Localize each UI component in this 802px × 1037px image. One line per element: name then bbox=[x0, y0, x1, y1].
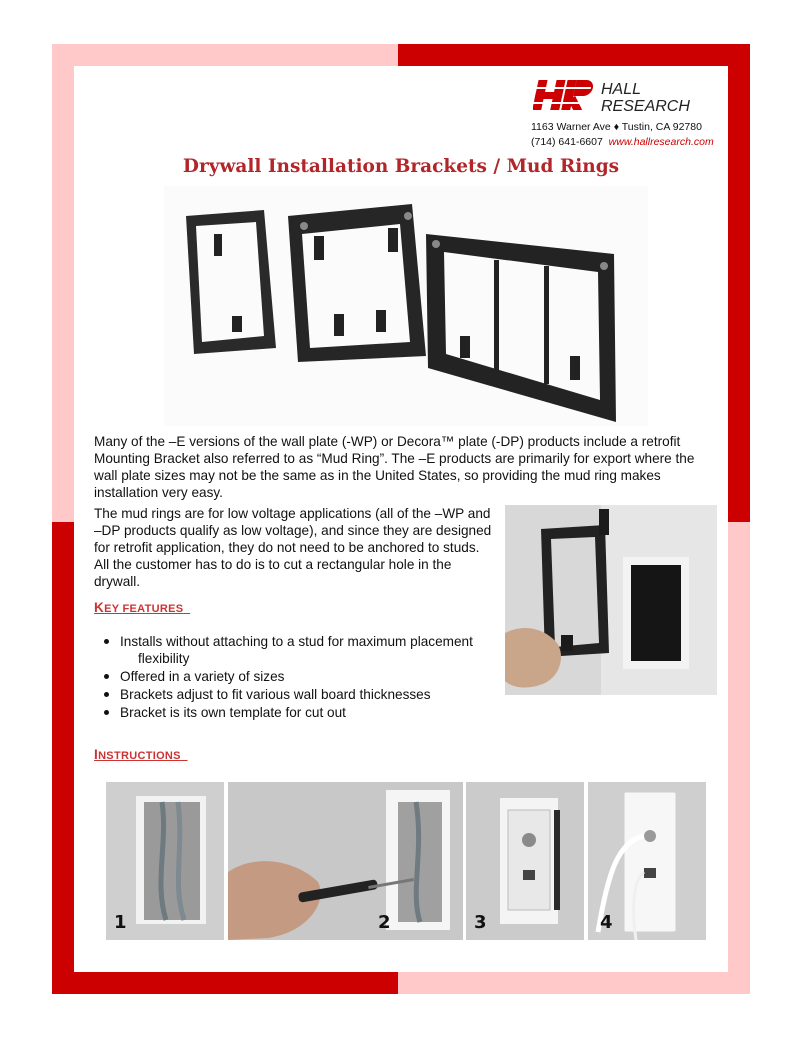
step-4-photo bbox=[588, 782, 706, 940]
step-2-label: 2 bbox=[378, 912, 391, 933]
hall-research-logo bbox=[533, 78, 718, 114]
phone-number: (714) 641-6607 bbox=[531, 136, 603, 148]
key-features-list bbox=[100, 633, 480, 722]
intro-paragraph: Many of the –E versions of the wall plate (-WP) or Decora™ plate (-DP) products include a retrofit Mounting Bracket also referred to as “Mud Ring”. The –E products are primarily for export where the wall plate sizes may not be the same as in the United States, so providing the mud ring makes installation very easy. bbox=[94, 434, 695, 500]
frame-bottom-left bbox=[52, 972, 398, 994]
feature-item: Installs without attaching to a stud for maximum placement flexibility bbox=[100, 633, 480, 667]
mud-ring-brackets-photo bbox=[164, 186, 648, 426]
frame-top-left bbox=[52, 44, 398, 66]
mud-ring-paragraph: The mud rings are for low voltage applications (all of the –WP and –DP products qualify as low voltage), and since they are designed for retrofit application, they do not need to be anchored to studs. All the customer has to do is to cut a rectangular hole in the drywall. bbox=[94, 506, 492, 589]
frame-left-upper bbox=[52, 44, 74, 522]
frame-right-lower bbox=[728, 522, 750, 994]
frame-right-upper bbox=[728, 44, 750, 522]
step-2-photo bbox=[228, 782, 463, 940]
step-4-label: 4 bbox=[600, 912, 613, 933]
step-3-label: 3 bbox=[474, 912, 487, 933]
page-title: Drywall Installation Brackets / Mud Rings bbox=[182, 156, 620, 177]
logo-line1: HALL bbox=[601, 81, 642, 98]
step-1-photo bbox=[106, 782, 224, 940]
instructions-heading: INSTRUCTIONS bbox=[94, 747, 181, 762]
feature-item: Brackets adjust to fit various wall board thicknesses bbox=[100, 686, 480, 703]
key-features-heading: KEY FEATURES bbox=[94, 600, 184, 615]
bracket-in-hand-photo bbox=[505, 505, 717, 695]
contact-line bbox=[531, 136, 714, 148]
website-link[interactable]: www.hallresearch.com bbox=[608, 136, 714, 148]
frame-bottom-right bbox=[398, 972, 750, 994]
frame-top-right bbox=[398, 44, 750, 66]
address-line: 1163 Warner Ave ♦ Tustin, CA 92780 bbox=[531, 121, 702, 133]
logo-line2: RESEARCH bbox=[601, 98, 690, 114]
step-1-label: 1 bbox=[114, 912, 127, 933]
feature-item: Bracket is its own template for cut out bbox=[100, 704, 480, 721]
frame-left-lower bbox=[52, 522, 74, 994]
step-3-photo bbox=[466, 782, 584, 940]
feature-item: Offered in a variety of sizes bbox=[100, 668, 480, 685]
